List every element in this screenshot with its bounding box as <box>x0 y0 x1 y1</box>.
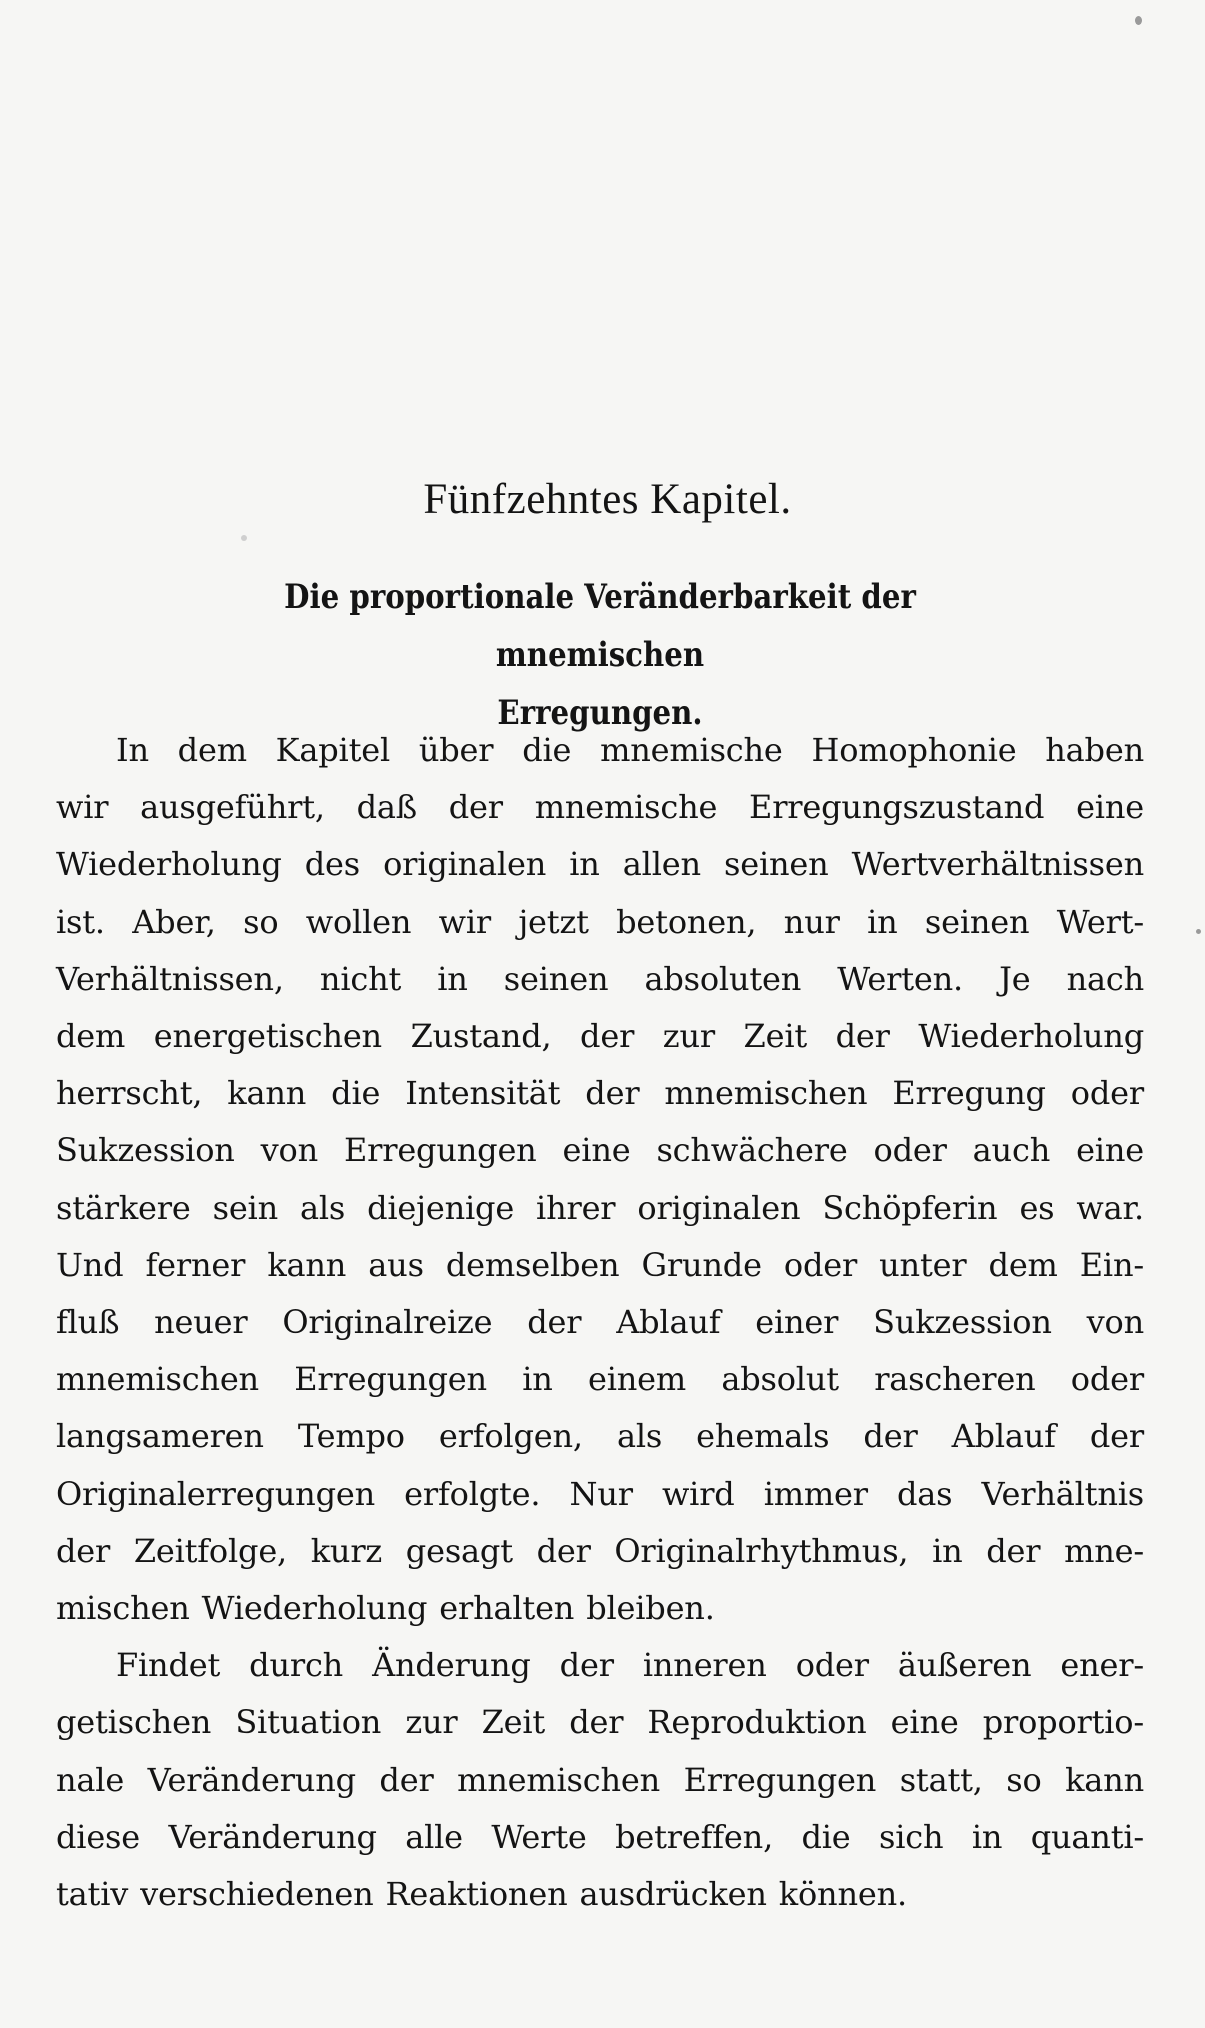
text-line: langsameren Tempo erfolgen, als ehemals der Ablauf der <box>56 1417 1144 1456</box>
text-line: Wiederholung des originalen in allen seinen Wertverhältnissen <box>56 845 1144 884</box>
text-line: diese Veränderung alle Werte betreffen, die sich in quanti- <box>56 1817 1144 1856</box>
text-line: wir ausgeführt, daß der mnemische Erregungszustand eine <box>56 788 1144 827</box>
text-line: Originalerregungen erfolgte. Nur wird immer das Verhältnis <box>56 1474 1144 1513</box>
text-line: Verhältnissen, nicht in seinen absoluten Werten. Je nach <box>56 959 1144 998</box>
text-line: Sukzession von Erregungen eine schwächere oder auch eine <box>56 1131 1144 1170</box>
text-line: tativ verschiedenen Reaktionen ausdrücken können. <box>56 1875 907 1914</box>
text-line: mischen Wiederholung erhalten bleiben. <box>56 1589 715 1628</box>
text-line: mnemischen Erregungen in einem absolut rascheren oder <box>56 1360 1144 1399</box>
paragraph <box>56 1637 1144 1923</box>
print-speck <box>1135 16 1142 25</box>
chapter-label: Fünfzehntes Kapitel. <box>423 476 792 523</box>
text-line: der Zeitfolge, kurz gesagt der Originalrhythmus, in der mne- <box>56 1531 1144 1570</box>
chapter-title <box>187 568 1013 742</box>
chapter-title-line: Erregungen. <box>497 693 703 733</box>
text-line: Findet durch Änderung der inneren oder äußeren ener- <box>116 1646 1144 1685</box>
text-line: ist. Aber, so wollen wir jetzt betonen, nur in seinen Wert- <box>56 902 1144 941</box>
text-line: In dem Kapitel über die mnemische Homophonie haben <box>116 731 1144 769</box>
text-line: getischen Situation zur Zeit der Reproduktion eine proportio- <box>56 1703 1144 1742</box>
chapter-title-line: Die proportionale Veränderbarkeit der mnemischen <box>284 577 916 675</box>
text-line: herrscht, kann die Intensität der mnemischen Erregung oder <box>56 1074 1144 1113</box>
text-line: nale Veränderung der mnemischen Erregungen statt, so kann <box>56 1760 1144 1799</box>
print-speck <box>241 535 247 541</box>
text-line: stärkere sein als diejenige ihrer originalen Schöpferin es war. <box>56 1188 1144 1227</box>
body-text <box>56 722 1144 1923</box>
text-line: dem energetischen Zustand, der zur Zeit der Wiederholung <box>56 1017 1144 1056</box>
text-line: fluß neuer Originalreize der Ablauf einer Sukzession von <box>56 1303 1144 1342</box>
text-line: Und ferner kann aus demselben Grunde oder unter dem Ein- <box>56 1245 1144 1284</box>
print-speck <box>1196 929 1201 934</box>
paragraph <box>56 722 1144 1637</box>
